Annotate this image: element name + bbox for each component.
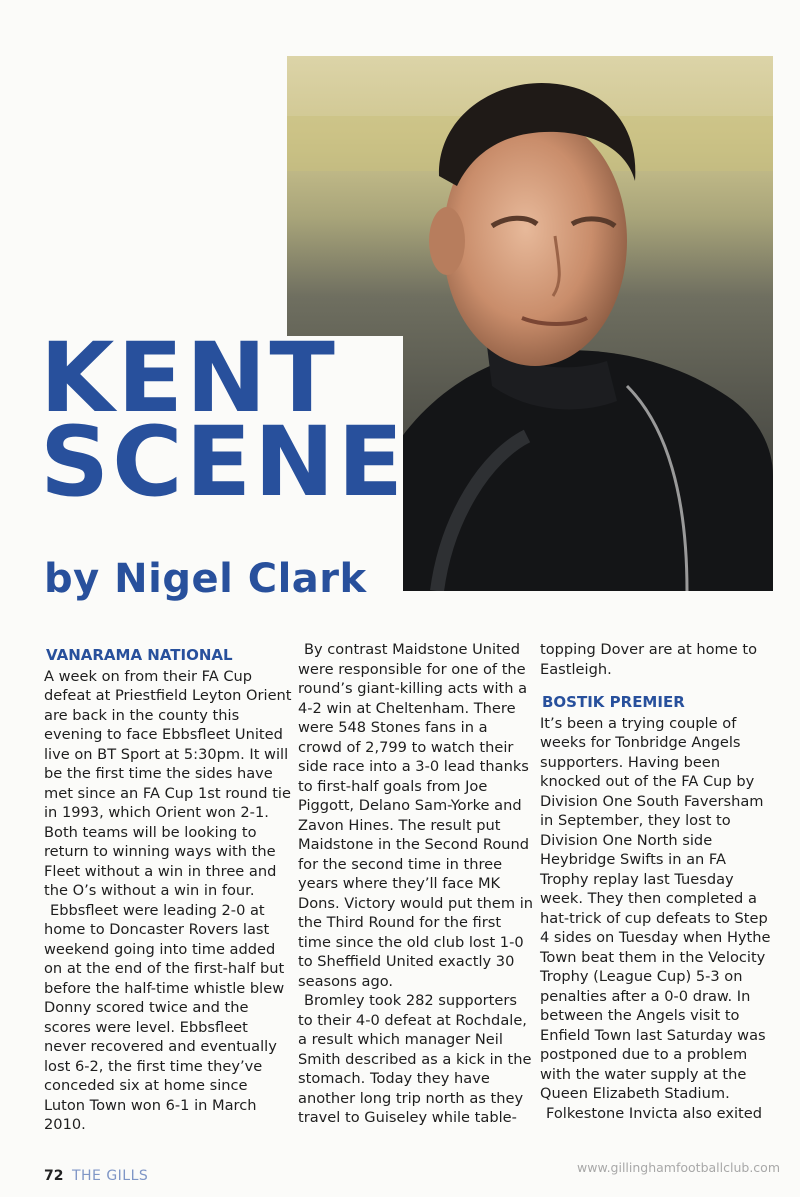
- paragraph: By contrast Maidstone United were responsible for one of the round’s giant-killing acts with a 4-2 win at Cheltenham. There were 548 Stones fans in a crowd of 2,799 to watch their side race into a 3-0 lead thanks to first-half goals from Joe Piggott, Delano Sam-Yorke and Zavon Hines. The result put Maidstone in the Second Round for the second time in three years where they’ll face MK Dons. Victory would put them in the Third Round for the first time since the old club lost 1-0 to Sheffield United exactly 30 seasons ago.: [298, 641, 534, 990]
- article-column-1: [44, 646, 292, 1135]
- magazine-name: THE GILLS: [71, 1168, 149, 1184]
- page-footer: [44, 1168, 148, 1184]
- article-column-2: [298, 640, 534, 1128]
- headline-line-1: KENT: [40, 322, 338, 434]
- paragraph: Ebbsfleet were leading 2-0 at home to Doncaster Rovers last weekend going into time added on at the end of the first-half but before the half-time whistle blew Donny scored twice and the scores were level. Ebbsfleet never recovered and eventually lost 6-2, the first time they’ve conceded six at home since Luton Town won 6-1 in March 2010.: [44, 901, 285, 1133]
- section-heading-bostik: BOSTIK PREMIER: [542, 693, 685, 711]
- byline: by Nigel Clark: [44, 556, 367, 602]
- headline-line-2: SCENE: [40, 406, 407, 518]
- paragraph: Folkestone Invicta also exited: [546, 1104, 763, 1122]
- headline: [40, 322, 440, 518]
- paragraph: A week on from their FA Cup defeat at Priestfield Leyton Orient are back in the county this evening to face Ebbsfleet United live on BT Sport at 5:30pm. It will be the first time the sides have met since an FA Cup 1st round tie in 1993, which Orient won 2-1. Both teams will be looking to return to winning ways with the Fleet without a win in three and the O’s without a win in four.: [44, 667, 292, 899]
- paragraph: It’s been a trying couple of weeks for Tonbridge Angels supporters. Having been knocked out of the FA Cup by Division One South Faversham in September, they lost to Division One North side Heybridge Swifts in an FA Trophy replay last Tuesday week. They then completed a hat-trick of cup defeats to Step 4 sides on Tuesday when Hythe Town beat them in the Velocity Trophy (League Cup) 5-3 on penalties after a 0-0 draw. In between the Angels visit to Enfield Town last Saturday was postponed due to a problem with the water supply at the Queen Elizabeth Stadium.: [540, 714, 771, 1102]
- page-number: 72: [44, 1168, 64, 1184]
- section-heading-vanarama: VANARAMA NATIONAL: [46, 646, 233, 664]
- paragraph: topping Dover are at home to Eastleigh.: [540, 641, 758, 678]
- website-url: www.gillinghamfootballclub.com: [577, 1160, 780, 1175]
- paragraph: Bromley took 282 supporters to their 4-0 defeat at Rochdale, a result which manager Neil Smith described as a kick in the stomach. Today they have another long trip north as they travel to Guiseley while table-: [298, 992, 532, 1126]
- article-column-3: [540, 640, 778, 1123]
